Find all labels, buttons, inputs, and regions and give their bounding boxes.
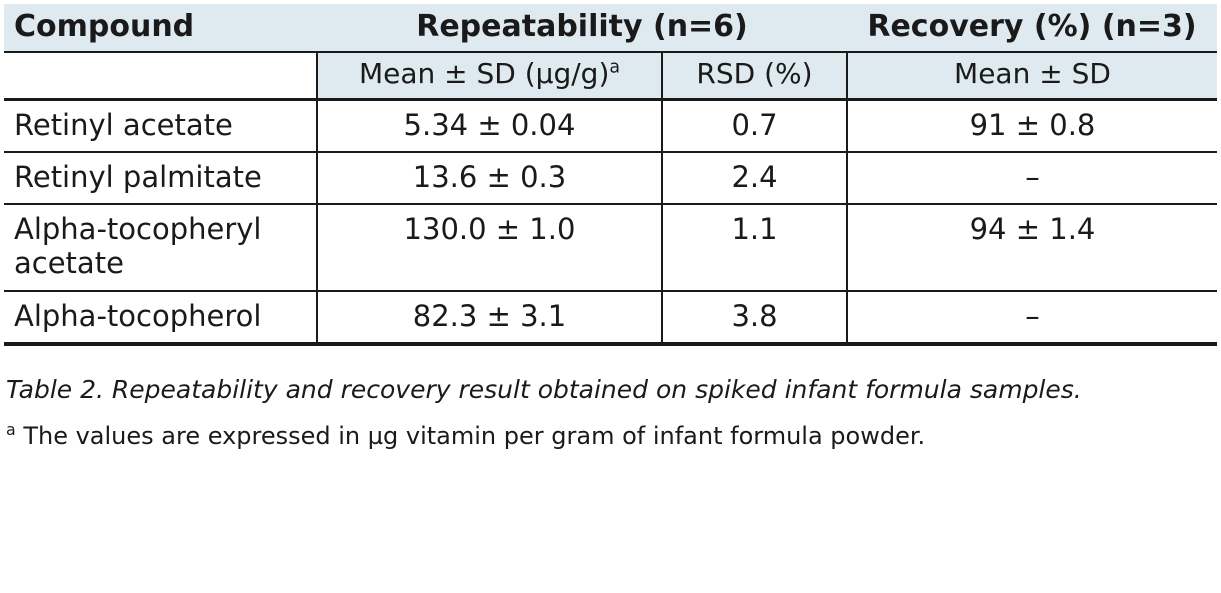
cell-recovery: – — [847, 152, 1217, 204]
table-row — [4, 152, 1217, 204]
footnote-mark: a — [6, 420, 16, 440]
cell-rsd: 2.4 — [662, 152, 847, 204]
cell-mean-sd: 13.6 ± 0.3 — [317, 152, 662, 204]
header-repeatability: Repeatability (n=6) — [317, 4, 847, 52]
header-subblank — [4, 52, 317, 99]
table-figure — [0, 4, 1221, 593]
header-mean-sd-units-text: Mean ± SD (µg/g) — [358, 57, 610, 90]
cell-mean-sd: 82.3 ± 3.1 — [317, 291, 662, 344]
cell-rsd: 3.8 — [662, 291, 847, 344]
header-compound: Compound — [4, 4, 317, 52]
footnote-text: The values are expressed in µg vitamin per gram of infant formula powder. — [15, 422, 926, 451]
cell-recovery: 91 ± 0.8 — [847, 99, 1217, 152]
table-header-row-secondary — [4, 52, 1217, 99]
table-caption: Table 2. Repeatability and recovery result obtained on spiked infant formula samples. — [6, 374, 1082, 404]
table-row — [4, 204, 1217, 290]
cell-compound: Alpha-tocopheryl acetate — [4, 204, 317, 290]
table-footnote — [6, 421, 1217, 451]
table-header-row-primary — [4, 4, 1217, 52]
table-header — [4, 4, 1217, 99]
cell-compound: Retinyl palmitate — [4, 152, 317, 204]
header-recovery: Recovery (%) (n=3) — [847, 4, 1217, 52]
cell-mean-sd: 5.34 ± 0.04 — [317, 99, 662, 152]
cell-mean-sd: 130.0 ± 1.0 — [317, 204, 662, 290]
table-body — [4, 99, 1217, 344]
table-row — [4, 99, 1217, 152]
cell-recovery: – — [847, 291, 1217, 344]
cell-compound: Retinyl acetate — [4, 99, 317, 152]
table-row — [4, 291, 1217, 344]
header-mean-sd-units-footnote-mark: a — [609, 57, 621, 78]
cell-recovery: 94 ± 1.4 — [847, 204, 1217, 290]
cell-rsd: 0.7 — [662, 99, 847, 152]
header-mean-sd: Mean ± SD — [847, 52, 1217, 99]
results-table — [4, 4, 1217, 346]
header-rsd: RSD (%) — [662, 52, 847, 99]
header-mean-sd-units — [317, 52, 662, 99]
cell-compound: Alpha-tocopherol — [4, 291, 317, 344]
cell-rsd: 1.1 — [662, 204, 847, 290]
